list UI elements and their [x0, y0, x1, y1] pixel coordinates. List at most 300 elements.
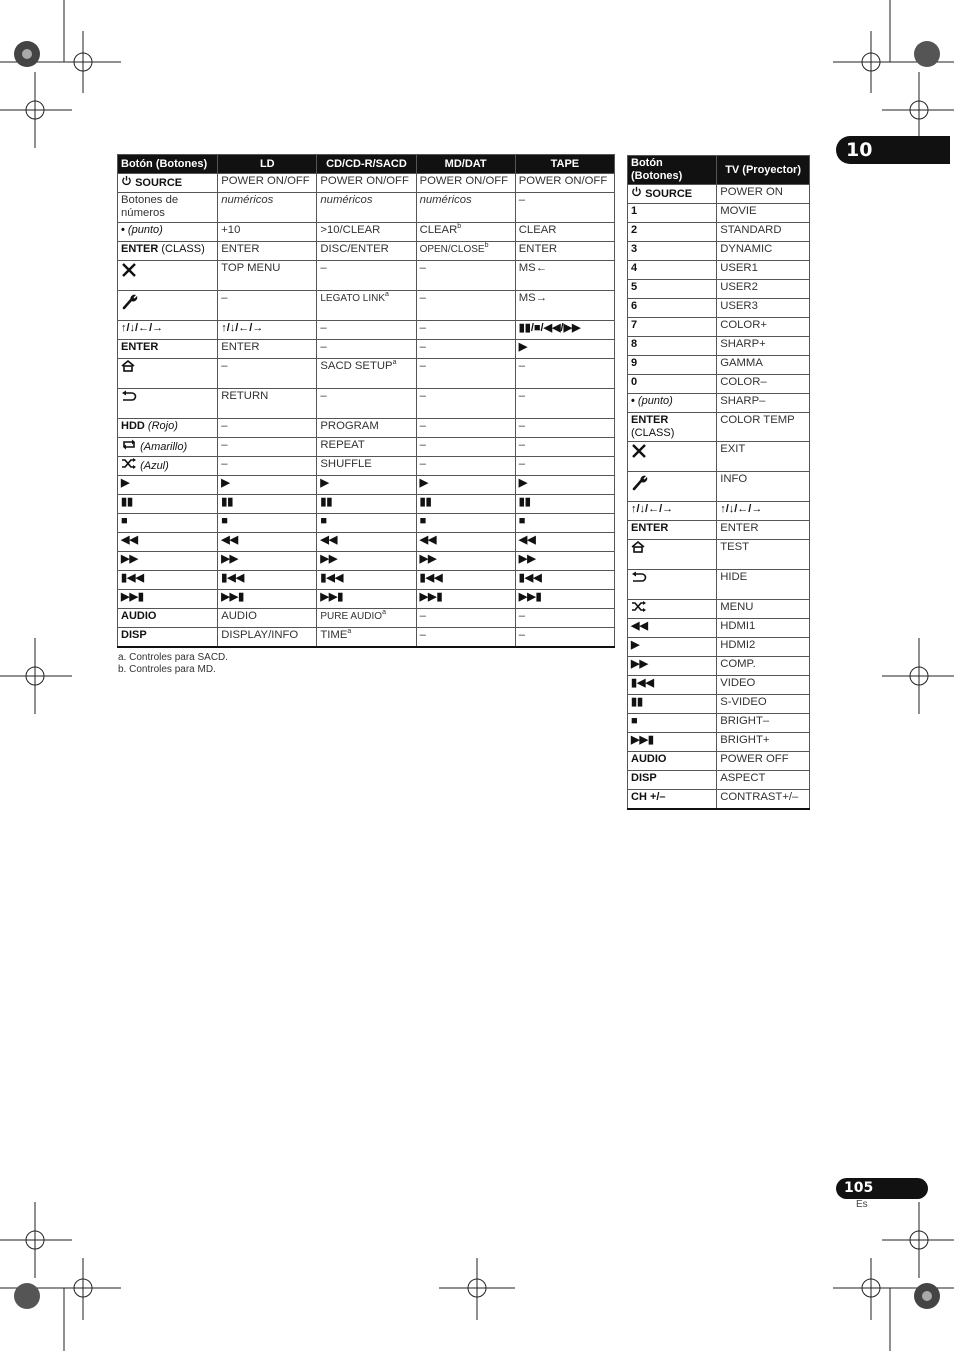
code-value: EXIT: [720, 443, 746, 455]
button-name-cell: [628, 638, 717, 657]
code-cell: [717, 752, 810, 771]
code-value: SHARP+: [720, 338, 766, 350]
table-row: [628, 356, 810, 375]
button-name-note: (Rojo): [147, 420, 178, 432]
code-value: POWER OFF: [720, 753, 789, 765]
code-value: STANDARD: [720, 224, 782, 236]
home-menu-icon: [121, 360, 135, 376]
code-value: PURE AUDIO: [320, 611, 383, 622]
code-value: –: [419, 439, 426, 451]
code-cell: [416, 590, 515, 609]
code-value: S-VIDEO: [720, 696, 767, 708]
code-value: +10: [221, 224, 241, 236]
code-value: AUDIO: [221, 610, 257, 622]
code-cell: [515, 419, 614, 438]
table-row: [118, 340, 615, 359]
button-name-cell: [118, 340, 218, 359]
code-value: INFO: [720, 473, 748, 485]
code-value: MS→: [518, 292, 547, 304]
button-name-cell: [118, 571, 218, 590]
table-row: [628, 242, 810, 261]
table-row: [628, 790, 810, 809]
code-value: ◀◀: [419, 534, 437, 546]
button-name-cell: [628, 502, 717, 521]
code-cell: [416, 609, 515, 628]
button-name-cell: [628, 394, 717, 413]
code-cell: [515, 321, 614, 340]
button-name: ▶▶▮: [631, 734, 654, 746]
table-row: [628, 375, 810, 394]
code-cell: [515, 242, 614, 261]
code-value: DISPLAY/INFO: [221, 629, 299, 641]
code-value: –: [518, 439, 526, 451]
code-value: HDMI2: [720, 639, 756, 651]
code-cell: [416, 389, 515, 419]
code-value: ENTER: [221, 243, 260, 255]
button-name-cell: [628, 299, 717, 318]
code-cell: [218, 174, 317, 193]
code-cell: [218, 261, 317, 291]
code-value: HIDE: [720, 571, 748, 583]
button-name-cell: [628, 356, 717, 375]
footnote-marker: b: [484, 242, 489, 250]
table-row: [118, 291, 615, 321]
table-row: [628, 771, 810, 790]
code-cell: [717, 521, 810, 540]
code-value: GAMMA: [720, 357, 763, 369]
button-name: HDD: [121, 420, 145, 432]
code-value: OPEN/CLOSE: [419, 244, 485, 255]
code-cell: [218, 476, 317, 495]
button-name: ◀◀: [631, 620, 648, 632]
button-name-cell: [628, 695, 717, 714]
button-name-cell: [118, 174, 218, 193]
code-cell: [717, 638, 810, 657]
code-cell: [515, 438, 614, 457]
table-row: [628, 657, 810, 676]
code-cell: [317, 419, 416, 438]
code-value: POWER ON/OFF: [320, 175, 409, 187]
code-value: POWER ON/OFF: [518, 175, 608, 187]
code-cell: [515, 223, 614, 242]
tools-wrench-icon: [121, 292, 139, 314]
code-cell: [218, 628, 317, 647]
code-value: ▮◀◀: [320, 572, 344, 584]
code-cell: [317, 174, 416, 193]
table-row: [118, 495, 615, 514]
table-row: [628, 261, 810, 280]
code-cell: [717, 223, 810, 242]
code-cell: [317, 223, 416, 242]
code-value: LEGATO LINK: [320, 293, 386, 304]
code-value: SACD SETUP: [320, 360, 393, 372]
code-cell: [317, 389, 416, 419]
column-header: Botón (Botones): [118, 155, 218, 174]
code-cell: [717, 540, 810, 570]
code-cell: [515, 628, 614, 647]
code-value: COLOR+: [720, 319, 767, 331]
code-cell: [317, 291, 416, 321]
button-name-cell: [628, 261, 717, 280]
button-name: ▶▶▮: [121, 591, 144, 603]
table-row: [628, 223, 810, 242]
code-cell: [317, 359, 416, 389]
code-cell: [515, 476, 614, 495]
shuffle-icon: [631, 601, 647, 616]
code-cell: [717, 299, 810, 318]
code-value: ▶▶▮: [419, 591, 443, 603]
table-row: [118, 533, 615, 552]
code-cell: [317, 438, 416, 457]
code-cell: [416, 174, 515, 193]
button-name-cell: [628, 676, 717, 695]
button-name-cell: [628, 280, 717, 299]
code-value: COLOR–: [720, 376, 767, 388]
table-row: [118, 628, 615, 647]
code-cell: [416, 223, 515, 242]
code-cell: [515, 552, 614, 571]
table-body: [118, 174, 615, 647]
table-row: [628, 714, 810, 733]
button-name-cell: [628, 752, 717, 771]
code-cell: [717, 185, 810, 204]
table-row: [628, 752, 810, 771]
code-cell: [416, 457, 515, 476]
code-value: ■: [518, 515, 526, 527]
code-value: VIDEO: [720, 677, 756, 689]
code-value: TEST: [720, 541, 750, 553]
button-name-cell: [628, 521, 717, 540]
code-cell: [416, 261, 515, 291]
button-name: ▶▶: [121, 553, 138, 565]
table-row: [118, 389, 615, 419]
code-value: CLEAR: [518, 224, 557, 236]
footnote-marker: a: [347, 628, 352, 636]
table-row: [628, 318, 810, 337]
table-header-row: [118, 155, 615, 174]
button-name-cell: [628, 375, 717, 394]
button-name-cell: [118, 261, 218, 291]
code-value: ■: [320, 515, 328, 527]
code-value: ▶▶▮: [518, 591, 542, 603]
button-name-cell: [118, 193, 218, 223]
table-row: [628, 676, 810, 695]
button-name: ENTER: [121, 341, 159, 353]
code-value: ▮◀◀: [221, 572, 245, 584]
code-value: TIME: [320, 629, 348, 641]
code-value: USER1: [720, 262, 758, 274]
code-cell: [218, 389, 317, 419]
button-name-cell: [628, 472, 717, 502]
code-cell: [218, 242, 317, 261]
tools-wrench-icon: [631, 473, 649, 495]
code-cell: [218, 359, 317, 389]
code-cell: [317, 457, 416, 476]
code-value: ▶▶▮: [221, 591, 245, 603]
code-cell: [218, 609, 317, 628]
button-name: ◀◀: [121, 534, 138, 546]
button-name: 5: [631, 281, 638, 293]
code-value: –: [320, 390, 327, 402]
table-row: [628, 570, 810, 600]
code-cell: [317, 340, 416, 359]
button-name: AUDIO: [121, 610, 157, 622]
code-value: ▶▶: [419, 553, 437, 565]
table-row: [628, 638, 810, 657]
code-value: ▶: [518, 341, 528, 353]
button-name-cell: [118, 609, 218, 628]
table-row: [118, 476, 615, 495]
code-value: numéricos: [320, 194, 373, 206]
code-value: ▮▮: [419, 496, 432, 508]
code-cell: [717, 676, 810, 695]
code-cell: [515, 514, 614, 533]
code-cell: [317, 609, 416, 628]
button-name: 8: [631, 338, 638, 350]
code-value: DYNAMIC: [720, 243, 773, 255]
code-value: –: [419, 341, 426, 353]
code-value: ASPECT: [720, 772, 766, 784]
home-menu-icon: [631, 541, 645, 557]
code-value: numéricos: [419, 194, 472, 206]
code-value: COLOR TEMP: [720, 414, 795, 426]
button-name-cell: [628, 657, 717, 676]
button-name: 9: [631, 357, 638, 369]
code-value: POWER ON/OFF: [221, 175, 310, 187]
code-cell: [515, 340, 614, 359]
code-cell: [515, 174, 614, 193]
code-value: –: [518, 390, 526, 402]
code-value: ▶▶: [518, 553, 536, 565]
code-cell: [515, 291, 614, 321]
table-row: [118, 261, 615, 291]
button-name-cell: [118, 419, 218, 438]
code-value: –: [419, 322, 426, 334]
button-name: ▮▮: [121, 496, 134, 508]
code-cell: [317, 476, 416, 495]
table-row: [118, 359, 615, 389]
button-name: DISP: [121, 629, 147, 641]
code-cell: [515, 359, 614, 389]
code-value: –: [419, 610, 426, 622]
button-name-cell: [118, 590, 218, 609]
code-cell: [416, 514, 515, 533]
code-cell: [416, 476, 515, 495]
code-value: ▮◀◀: [419, 572, 443, 584]
code-value: –: [518, 629, 526, 641]
code-cell: [416, 438, 515, 457]
code-value: ▶: [518, 477, 528, 489]
table-row: [628, 733, 810, 752]
code-cell: [317, 571, 416, 590]
column-header: MD/DAT: [416, 155, 515, 174]
button-name: ↑/↓/←/→: [631, 503, 674, 515]
code-cell: [515, 495, 614, 514]
code-cell: [218, 291, 317, 321]
button-name-cell: [118, 628, 218, 647]
code-cell: [317, 495, 416, 514]
table-row: [118, 571, 615, 590]
code-value: –: [419, 262, 426, 274]
code-cell: [317, 628, 416, 647]
code-cell: [416, 359, 515, 389]
code-cell: [717, 242, 810, 261]
button-name: ▮▮: [631, 696, 644, 708]
code-value: REPEAT: [320, 439, 365, 451]
code-value: MENU: [720, 601, 754, 613]
button-name-cell: [118, 533, 218, 552]
code-cell: [416, 552, 515, 571]
top-menu-cross-icon: [121, 262, 137, 282]
code-value: POWER ON: [720, 186, 783, 198]
table-row: [628, 337, 810, 356]
code-value: ENTER: [518, 243, 558, 255]
shuffle-icon: [121, 458, 137, 473]
code-cell: [218, 552, 317, 571]
table-row: [628, 299, 810, 318]
code-value: –: [221, 458, 228, 470]
button-name-cell: [118, 495, 218, 514]
code-value: –: [518, 458, 526, 470]
button-name: ▶: [631, 639, 640, 651]
code-value: –: [221, 292, 228, 304]
code-cell: [717, 714, 810, 733]
code-cell: [717, 375, 810, 394]
code-value: USER3: [720, 300, 758, 312]
code-cell: [317, 590, 416, 609]
button-name-note: (punto): [127, 224, 163, 236]
button-name-cell: [118, 223, 218, 242]
button-name-cell: [118, 321, 218, 340]
column-header: TAPE: [515, 155, 614, 174]
code-cell: [416, 340, 515, 359]
button-name-cell: [628, 413, 717, 442]
table-row: [628, 695, 810, 714]
footnote: a. Controles para SACD.: [118, 652, 229, 663]
code-cell: [515, 609, 614, 628]
code-value: –: [518, 360, 526, 372]
code-cell: [218, 340, 317, 359]
table-row: [118, 514, 615, 533]
code-value: –: [419, 629, 426, 641]
button-name-cell: [628, 204, 717, 223]
repeat-icon: [121, 439, 137, 454]
button-name-cell: [118, 438, 218, 457]
code-value: HDMI1: [720, 620, 756, 632]
code-cell: [416, 628, 515, 647]
code-cell: [218, 571, 317, 590]
code-cell: [416, 291, 515, 321]
button-name-cell: [628, 540, 717, 570]
footnote-marker: a: [392, 359, 397, 367]
code-value: ▮▮: [221, 496, 234, 508]
power-icon: [121, 175, 132, 190]
code-cell: [218, 590, 317, 609]
table-row: [628, 442, 810, 472]
table-row: [118, 242, 615, 261]
code-value: BRIGHT+: [720, 734, 770, 746]
column-header: TV (Proyector): [717, 156, 810, 185]
button-name-cell: [628, 790, 717, 809]
code-cell: [515, 590, 614, 609]
code-cell: [416, 533, 515, 552]
table-row: [118, 174, 615, 193]
tv-projector-codes-table: [627, 155, 810, 810]
code-cell: [717, 356, 810, 375]
button-name-note: (CLASS): [161, 243, 205, 255]
button-name: •: [631, 395, 635, 407]
code-value: ◀◀: [221, 534, 239, 546]
code-cell: [717, 619, 810, 638]
code-value: –: [419, 292, 426, 304]
button-name-cell: [628, 714, 717, 733]
code-value: ▮◀◀: [518, 572, 542, 584]
code-value: –: [419, 360, 426, 372]
code-value: ▶▶: [320, 553, 338, 565]
table-header-row: [628, 156, 810, 185]
table-row: [628, 472, 810, 502]
code-cell: [515, 457, 614, 476]
table-row: [118, 609, 615, 628]
code-value: CLEAR: [419, 224, 458, 236]
code-value: numéricos: [221, 194, 274, 206]
table-row: [628, 413, 810, 442]
button-name: •: [121, 224, 125, 236]
code-value: ▶: [320, 477, 329, 489]
table-row: [628, 280, 810, 299]
return-icon: [631, 571, 647, 587]
button-name-cell: [118, 291, 218, 321]
code-value: –: [320, 322, 327, 334]
code-cell: [717, 318, 810, 337]
button-name: 4: [631, 262, 638, 274]
button-name-cell: [628, 771, 717, 790]
table-row: [628, 521, 810, 540]
footnote-marker: b: [457, 223, 462, 231]
button-name: ▶: [121, 477, 130, 489]
button-name-note: (punto): [637, 395, 673, 407]
button-name-cell: [628, 600, 717, 619]
button-name: ENTER: [121, 243, 159, 255]
code-cell: [717, 261, 810, 280]
table-row: [118, 223, 615, 242]
code-cell: [515, 193, 614, 223]
button-name-cell: [628, 337, 717, 356]
code-value: ▶▶: [221, 553, 239, 565]
code-cell: [218, 419, 317, 438]
code-value: –: [221, 360, 228, 372]
code-cell: [717, 695, 810, 714]
code-cell: [717, 394, 810, 413]
code-value: ▶▶▮: [320, 591, 344, 603]
code-cell: [317, 533, 416, 552]
code-value: USER2: [720, 281, 758, 293]
code-cell: [218, 514, 317, 533]
code-value: –: [221, 439, 228, 451]
device-codes-table: [117, 154, 615, 648]
table-row: [628, 394, 810, 413]
code-cell: [717, 733, 810, 752]
button-name: SOURCE: [135, 177, 183, 189]
button-name-cell: [628, 442, 717, 472]
table-row: [118, 590, 615, 609]
button-name: ■: [121, 515, 128, 527]
code-value: >10/CLEAR: [320, 224, 381, 236]
language-label: Es: [856, 1199, 868, 1210]
code-value: SHUFFLE: [320, 458, 372, 470]
button-name-cell: [628, 185, 717, 204]
code-value: ENTER: [221, 341, 260, 353]
